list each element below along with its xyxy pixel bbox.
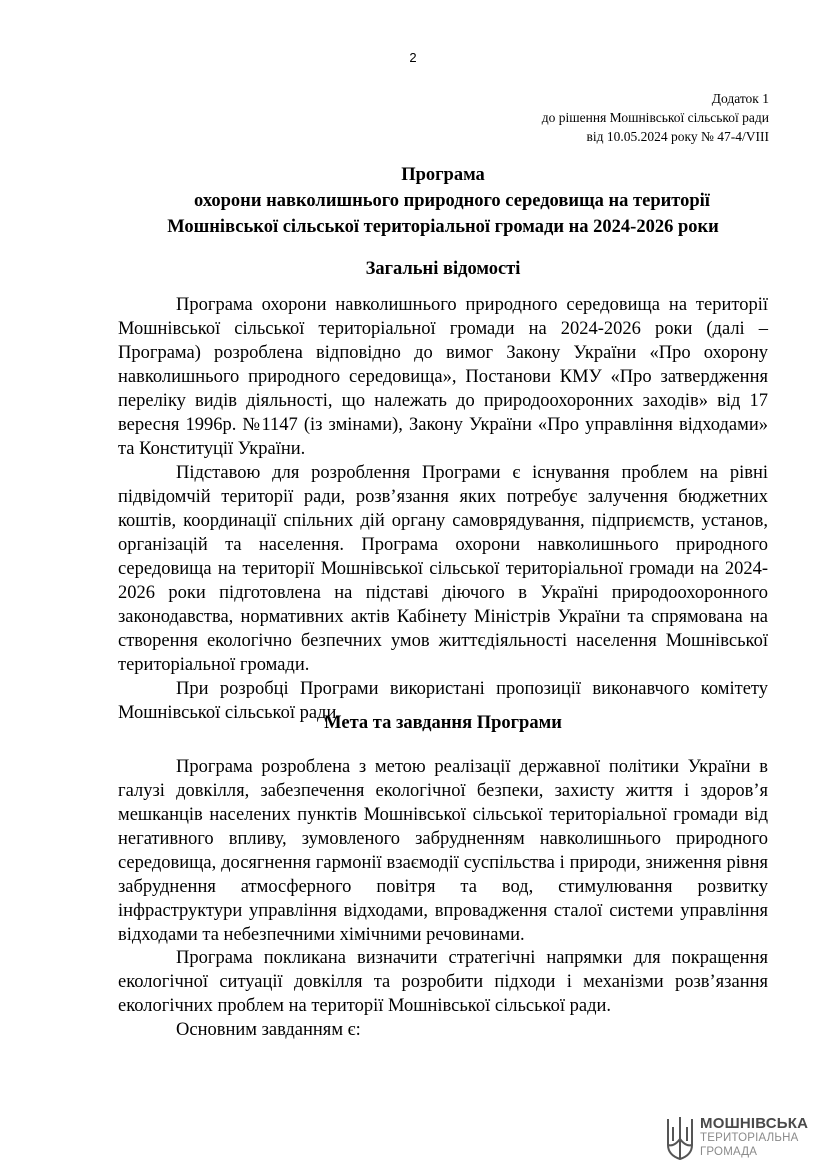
paragraph: При розробці Програми використані пропозиції виконавчого комітету Мошнівської сільської ради. — [118, 679, 768, 723]
appendix-note — [542, 89, 769, 146]
paragraph: Програма охорони навколишнього природного середовища на території Мошнівської сільської територіальної громади на 2024-2026 роки (далі – Програма) розроблена відповідно до вимог Закону України «Про охорону навколишнього природного середовища», Постанови КМУ «Про затвердження переліку видів діяльності, що належать до природоохоронних заходів» від 17 вересня 1996р. №1147 (із змінами), Закону України «Про управління відходами» та Конституції України. — [118, 295, 768, 459]
paragraph: Основним завданням є: — [176, 1020, 361, 1040]
title-line-3: Мошнівської сільської територіальної громади на 2024-2026 роки — [167, 217, 719, 237]
section-goals-body — [118, 755, 768, 947]
community-logo — [664, 1115, 814, 1165]
paragraph: Програма розроблена з метою реалізації державної політики України в галузі довкілля, забезпечення екологічної безпеки, захисту життя і здоров’я мешканців населених пунктів Мошнівської сільської територіальної громади від негативного впливу, зумовленого забрудненням навколишнього природного середовища, досягнення гармонії взаємодії суспільства і природи, зниження рівня забруднення атмосферного повітря та вод, стимулювання розвитку інфраструктури управління відходами, впровадження сталої системи управління відходами та небезпечними хімічними речовинами. — [118, 757, 768, 945]
title-line-1: Програма — [401, 165, 485, 185]
appendix-line-3: від 10.05.2024 року № 47-4/VIII — [586, 129, 769, 144]
section-heading-goals: Мета та завдання Програми — [324, 713, 562, 733]
appendix-line-1: Додаток 1 — [711, 91, 769, 106]
section-heading-general: Загальні відомості — [365, 259, 521, 279]
section-goals-body-2 — [118, 946, 768, 1042]
paragraph: Підставою для розроблення Програми є існування проблем на рівні підвідомчій території ради, розв’язання яких потребує залучення бюджетних коштів, координації спільних дій органу самоврядування, підприємств, установ, організацій та населення. Програма охорони навколишнього природного середовища на території Мошнівської сільської територіальної громади на 2024-2026 роки підготовлена на підставі діючого в Україні природоохоронного законодавства, нормативних актів Кабінету Міністрів України та спрямована на створення екологічно безпечних умов життєдіяльності населення Мошнівської територіальної громади. — [118, 463, 768, 675]
trident-icon — [664, 1115, 696, 1163]
document-title — [118, 162, 768, 240]
appendix-line-2: до рішення Мошнівської сільської ради — [541, 110, 769, 125]
logo-line-1: МОШНІВСЬКА — [700, 1115, 809, 1132]
paragraph: Програма покликана визначити стратегічні напрямки для покращення екологічної ситуації довкілля та розробити підходи і механізми розв’язання екологічних проблем на території Мошнівської сільської ради. — [118, 948, 768, 1016]
logo-line-3: ГРОМАДА — [700, 1146, 758, 1158]
logo-line-2: ТЕРИТОРІАЛЬНА — [700, 1132, 799, 1144]
section-general-body — [118, 293, 768, 725]
title-line-2: охорони навколишнього природного середовища на території — [194, 191, 710, 211]
page-number: 2 — [409, 50, 417, 65]
